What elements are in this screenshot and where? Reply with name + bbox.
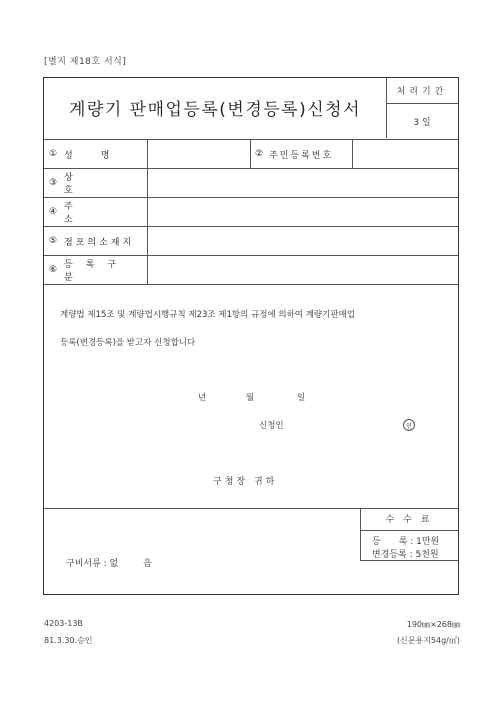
row-label [60, 170, 146, 196]
resident-divider-2 [352, 139, 353, 168]
paper-type: (신문용지54g/㎡) [396, 636, 460, 645]
resident-label [252, 140, 350, 168]
label-text: 점포의소재지 [64, 237, 135, 248]
row-number: ② [254, 149, 264, 159]
statement-line-1: 계량법 제15조 및 계량법시행규칙 제23조 제1항의 규정에 의하여 계량기판매업 [60, 310, 355, 320]
label-divider [147, 139, 148, 284]
label-text: 성명 [64, 150, 138, 161]
row-number: ⑤ [48, 236, 58, 246]
attachments-label: 구비서류 : 없 [66, 559, 119, 569]
row-number: ③ [48, 178, 58, 188]
fee-registration: 등 록 : 1만원 [372, 537, 440, 547]
fee-hline-bottom [360, 560, 458, 561]
date-day: 일 [297, 393, 306, 403]
paper-size: 190㎜×268㎜ [406, 620, 460, 629]
row-label [60, 257, 146, 283]
statement-line-2: 등록(변경등록)을 받고자 신청합니다 [60, 338, 196, 348]
fee-hline [360, 530, 458, 531]
row-registration-type [46, 256, 146, 284]
row-label [60, 148, 146, 161]
processing-value: 3 일 [413, 117, 431, 128]
date-month: 월 [246, 393, 255, 403]
row-address [46, 198, 146, 226]
addressee: 구청장 귀하 [213, 477, 278, 487]
row-trade-name [46, 169, 146, 197]
fee-change: 변경등록 : 5천원 [372, 550, 439, 560]
row-number: ⑥ [48, 265, 58, 275]
bottom-section-line [44, 508, 458, 509]
resident-divider-1 [250, 139, 251, 168]
row-name [46, 140, 146, 168]
seal-mark: 인 [403, 419, 415, 431]
label-text: 주민등록번호 [269, 150, 334, 161]
row-number: ① [48, 149, 58, 159]
form-code: 4203-13B [44, 619, 83, 628]
processing-label: 처리기간 [396, 86, 448, 97]
attachments [66, 556, 152, 569]
form-title: 계량기 판매업등록(변경등록)신청서 [69, 99, 361, 120]
applicant-label: 신청인 [259, 421, 284, 431]
row-number: ④ [48, 207, 58, 217]
approval-date: 81.3.30.승인 [44, 636, 93, 645]
row-store-location [46, 227, 146, 255]
fee-label: 수 수 료 [385, 515, 433, 525]
label-text: 상호 [64, 173, 131, 196]
row-line [44, 284, 458, 285]
date-year: 년 [198, 393, 207, 403]
row-label [60, 235, 146, 248]
attachments-suffix: 음 [143, 559, 152, 569]
row-label [60, 199, 146, 225]
form-number: [별지 제18호 서식] [44, 57, 127, 67]
label-text: 등록구분 [64, 260, 130, 283]
label-text: 주소 [64, 202, 131, 225]
